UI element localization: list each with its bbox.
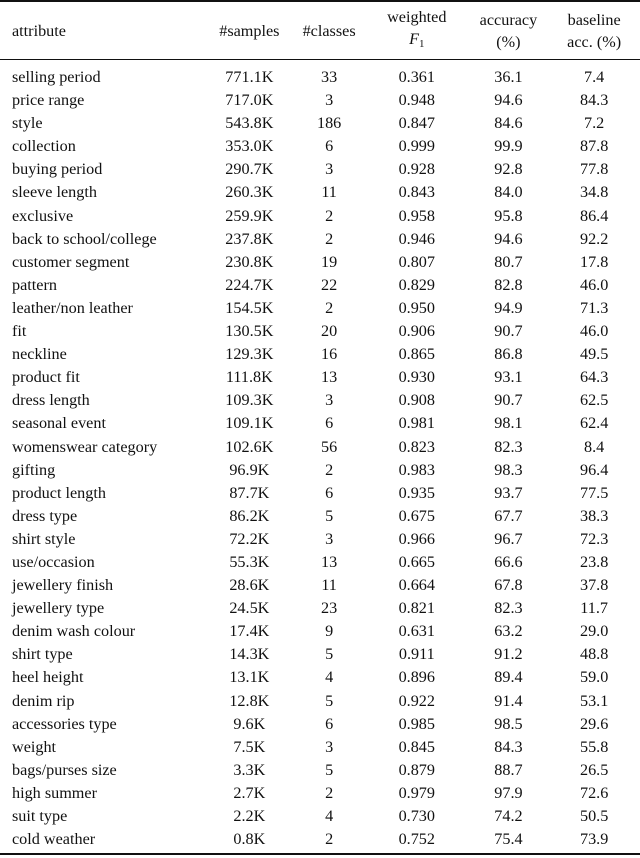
cell-baseline: 72.6 xyxy=(579,783,609,802)
cell-accuracy: 86.8 xyxy=(494,345,523,364)
cell-attribute: suit type xyxy=(12,807,68,825)
cell-baseline: 23.8 xyxy=(579,552,609,571)
cell-classes: 20 xyxy=(321,322,338,341)
cell-weighted-f1: 0.821 xyxy=(398,599,435,618)
cell-baseline: 62.4 xyxy=(579,414,609,433)
cell-weighted-f1: 0.807 xyxy=(398,252,435,271)
cell-baseline: 7.2 xyxy=(584,114,605,133)
cell-accuracy: 96.7 xyxy=(494,529,523,548)
cell-samples: 96.9K xyxy=(229,460,270,479)
cell-samples: 717.0K xyxy=(225,91,274,110)
cell-accuracy: 67.7 xyxy=(494,506,523,525)
cell-samples: 24.5K xyxy=(229,599,270,618)
table-row xyxy=(0,482,640,505)
cell-weighted-f1: 0.966 xyxy=(398,529,435,548)
cell-attribute: price range xyxy=(12,91,85,110)
cell-accuracy: 84.0 xyxy=(494,183,523,202)
cell-baseline: 46.0 xyxy=(579,275,609,294)
cell-samples: 28.6K xyxy=(229,576,270,595)
cell-samples: 55.3K xyxy=(229,552,270,571)
table-row xyxy=(0,205,640,228)
cell-weighted-f1: 0.665 xyxy=(398,552,435,571)
header-acc-line1: accuracy xyxy=(479,10,538,29)
cell-attribute: style xyxy=(12,114,43,133)
cell-samples: 72.2K xyxy=(229,529,270,548)
cell-classes: 5 xyxy=(325,760,334,779)
cell-baseline: 72.3 xyxy=(579,529,609,548)
cell-baseline: 29.6 xyxy=(579,714,609,733)
cell-accuracy: 80.7 xyxy=(494,252,523,271)
cell-accuracy: 88.7 xyxy=(494,760,523,779)
cell-accuracy: 98.5 xyxy=(494,714,523,733)
table-row xyxy=(0,228,640,251)
cell-accuracy: 91.4 xyxy=(494,691,523,710)
cell-baseline: 48.8 xyxy=(579,645,609,664)
table-row xyxy=(0,528,640,551)
header-attribute: attribute xyxy=(12,21,66,40)
table-row xyxy=(0,343,640,366)
cell-weighted-f1: 0.879 xyxy=(398,760,435,779)
cell-samples: 224.7K xyxy=(225,275,274,294)
cell-weighted-f1: 0.865 xyxy=(398,345,435,364)
cell-classes: 2 xyxy=(325,298,334,317)
cell-samples: 2.7K xyxy=(233,783,266,802)
cell-samples: 237.8K xyxy=(225,229,274,248)
cell-baseline: 62.5 xyxy=(579,391,609,410)
cell-accuracy: 82.8 xyxy=(494,275,523,294)
cell-accuracy: 91.2 xyxy=(494,645,523,664)
table-row xyxy=(0,112,640,135)
cell-weighted-f1: 0.845 xyxy=(398,737,435,756)
cell-attribute: dress type xyxy=(12,506,78,525)
cell-weighted-f1: 0.935 xyxy=(398,483,435,502)
cell-classes: 2 xyxy=(325,229,334,248)
cell-baseline: 73.9 xyxy=(579,830,609,849)
cell-weighted-f1: 0.908 xyxy=(398,391,435,410)
header-baseline xyxy=(552,1,640,60)
table-row xyxy=(0,690,640,713)
cell-samples: 259.9K xyxy=(225,206,274,225)
cell-baseline: 29.0 xyxy=(579,622,609,641)
cell-classes: 11 xyxy=(321,576,337,595)
cell-attribute: shirt style xyxy=(12,529,76,548)
cell-attribute: seasonal event xyxy=(12,414,106,433)
cell-attribute: product fit xyxy=(12,368,80,387)
cell-weighted-f1: 0.911 xyxy=(398,645,435,664)
header-f1-line1: weighted xyxy=(387,8,447,26)
cell-accuracy: 93.1 xyxy=(494,368,523,387)
cell-baseline: 55.8 xyxy=(579,737,609,756)
cell-samples: 771.1K xyxy=(225,68,274,86)
cell-accuracy: 82.3 xyxy=(494,599,523,618)
cell-weighted-f1: 0.985 xyxy=(398,714,435,733)
cell-baseline: 7.4 xyxy=(584,68,605,86)
cell-baseline: 11.7 xyxy=(580,599,608,618)
cell-weighted-f1: 0.948 xyxy=(398,91,435,110)
cell-samples: 0.8K xyxy=(233,830,266,849)
cell-weighted-f1: 0.930 xyxy=(398,368,435,387)
table-row xyxy=(0,412,640,435)
cell-accuracy: 84.3 xyxy=(494,737,523,756)
cell-weighted-f1: 0.675 xyxy=(398,506,435,525)
cell-attribute: denim rip xyxy=(12,691,75,710)
header-accuracy xyxy=(465,1,553,60)
cell-accuracy: 66.6 xyxy=(494,552,523,571)
cell-baseline: 71.3 xyxy=(579,298,609,317)
cell-baseline: 64.3 xyxy=(579,368,609,387)
cell-samples: 111.8K xyxy=(225,368,273,387)
table-row xyxy=(0,459,640,482)
cell-baseline: 53.1 xyxy=(579,691,609,710)
table-row xyxy=(0,135,640,158)
cell-attribute: collection xyxy=(12,137,76,156)
cell-weighted-f1: 0.958 xyxy=(398,206,435,225)
cell-attribute: exclusive xyxy=(12,206,74,225)
cell-attribute: customer segment xyxy=(12,252,130,271)
cell-classes: 5 xyxy=(325,645,334,664)
cell-accuracy: 90.7 xyxy=(494,322,523,341)
table-row xyxy=(0,805,640,828)
cell-classes: 5 xyxy=(325,691,334,710)
cell-baseline: 17.8 xyxy=(579,252,609,271)
table-body xyxy=(0,60,640,855)
cell-samples: 290.7K xyxy=(225,160,274,179)
cell-baseline: 77.5 xyxy=(579,483,609,502)
cell-accuracy: 98.1 xyxy=(494,414,523,433)
header-acc-line2: (%) xyxy=(496,32,521,51)
cell-baseline: 59.0 xyxy=(579,668,609,687)
cell-baseline: 46.0 xyxy=(579,322,609,341)
cell-samples: 86.2K xyxy=(229,506,270,525)
cell-attribute: gifting xyxy=(12,460,56,479)
cell-samples: 3.3K xyxy=(233,760,266,779)
cell-classes: 186 xyxy=(316,114,342,133)
cell-weighted-f1: 0.999 xyxy=(398,137,435,156)
table-row xyxy=(0,251,640,274)
cell-attribute: accessories type xyxy=(12,714,117,733)
cell-attribute: selling period xyxy=(12,68,101,86)
cell-attribute: dress length xyxy=(12,391,90,410)
cell-attribute: buying period xyxy=(12,160,103,179)
cell-accuracy: 94.6 xyxy=(494,229,523,248)
cell-weighted-f1: 0.730 xyxy=(398,807,435,825)
cell-weighted-f1: 0.981 xyxy=(398,414,435,433)
table-row xyxy=(0,158,640,181)
table-row xyxy=(0,89,640,112)
cell-accuracy: 84.6 xyxy=(494,114,523,133)
table-row xyxy=(0,574,640,597)
cell-baseline: 8.4 xyxy=(584,437,605,456)
cell-attribute: cold weather xyxy=(12,830,96,849)
header-samples: #samples xyxy=(219,21,280,40)
cell-samples: 353.0K xyxy=(225,137,274,156)
cell-samples: 102.6K xyxy=(225,437,274,456)
cell-baseline: 77.8 xyxy=(579,160,609,179)
cell-classes: 13 xyxy=(321,552,338,571)
cell-classes: 4 xyxy=(325,668,334,687)
cell-accuracy: 67.8 xyxy=(494,576,523,595)
cell-classes: 13 xyxy=(321,368,338,387)
cell-classes: 16 xyxy=(321,345,338,364)
cell-accuracy: 74.2 xyxy=(494,807,523,825)
cell-attribute: sleeve length xyxy=(12,183,97,202)
cell-weighted-f1: 0.983 xyxy=(398,460,435,479)
cell-samples: 13.1K xyxy=(229,668,270,687)
cell-classes: 2 xyxy=(325,460,334,479)
table-row xyxy=(0,551,640,574)
header-row xyxy=(0,1,640,60)
cell-baseline: 26.5 xyxy=(579,760,609,779)
cell-classes: 23 xyxy=(321,599,338,618)
table-row xyxy=(0,297,640,320)
cell-weighted-f1: 0.664 xyxy=(398,576,435,595)
cell-classes: 2 xyxy=(325,783,334,802)
table-row xyxy=(0,274,640,297)
cell-classes: 3 xyxy=(325,160,334,179)
cell-baseline: 37.8 xyxy=(579,576,609,595)
cell-classes: 6 xyxy=(325,483,334,502)
cell-attribute: high summer xyxy=(12,783,97,802)
header-base-line1: baseline xyxy=(567,10,621,29)
cell-weighted-f1: 0.950 xyxy=(398,298,435,317)
cell-weighted-f1: 0.631 xyxy=(398,622,435,641)
cell-weighted-f1: 0.361 xyxy=(398,68,435,86)
cell-attribute: neckline xyxy=(12,345,67,364)
cell-classes: 56 xyxy=(321,437,338,456)
cell-attribute: womenswear category xyxy=(12,437,158,456)
cell-classes: 6 xyxy=(325,137,334,156)
cell-samples: 154.5K xyxy=(225,298,274,317)
table-row xyxy=(0,759,640,782)
header-f1-subscript: 1 xyxy=(418,38,425,50)
table-row xyxy=(0,597,640,620)
table-row xyxy=(0,436,640,459)
table-header xyxy=(0,1,640,60)
cell-attribute: jewellery type xyxy=(12,599,105,618)
table-row xyxy=(0,643,640,666)
cell-classes: 6 xyxy=(325,414,334,433)
table-row xyxy=(0,389,640,412)
cell-accuracy: 97.9 xyxy=(494,783,523,802)
cell-samples: 129.3K xyxy=(225,345,274,364)
cell-attribute: denim wash colour xyxy=(12,622,136,641)
cell-classes: 19 xyxy=(321,252,338,271)
cell-baseline: 38.3 xyxy=(579,506,609,525)
cell-accuracy: 99.9 xyxy=(494,137,523,156)
cell-classes: 2 xyxy=(325,206,334,225)
cell-accuracy: 94.9 xyxy=(494,298,523,317)
cell-attribute: jewellery finish xyxy=(12,576,114,595)
cell-samples: 9.6K xyxy=(233,714,266,733)
cell-accuracy: 93.7 xyxy=(494,483,523,502)
cell-accuracy: 92.8 xyxy=(494,160,523,179)
cell-samples: 7.5K xyxy=(233,737,266,756)
table-row xyxy=(0,366,640,389)
cell-attribute: pattern xyxy=(12,275,57,294)
cell-samples: 17.4K xyxy=(229,622,270,641)
cell-accuracy: 94.6 xyxy=(494,91,523,110)
cell-classes: 3 xyxy=(325,529,334,548)
cell-attribute: fit xyxy=(12,322,27,341)
header-weighted-f1 xyxy=(369,1,465,60)
cell-samples: 14.3K xyxy=(229,645,270,664)
cell-classes: 5 xyxy=(325,506,334,525)
cell-samples: 109.3K xyxy=(225,391,274,410)
header-f1-symbol: F xyxy=(409,30,419,48)
cell-baseline: 87.8 xyxy=(579,137,609,156)
cell-classes: 4 xyxy=(325,807,334,825)
cell-weighted-f1: 0.843 xyxy=(398,183,435,202)
cell-attribute: bags/purses size xyxy=(12,760,117,779)
cell-attribute: weight xyxy=(12,737,57,756)
cell-weighted-f1: 0.896 xyxy=(398,668,435,687)
cell-samples: 109.1K xyxy=(225,414,274,433)
table-row xyxy=(0,181,640,204)
cell-samples: 260.3K xyxy=(225,183,274,202)
table-row xyxy=(0,713,640,736)
cell-accuracy: 90.7 xyxy=(494,391,523,410)
table-row xyxy=(0,620,640,643)
cell-attribute: back to school/college xyxy=(12,229,157,248)
cell-accuracy: 89.4 xyxy=(494,668,523,687)
cell-classes: 3 xyxy=(325,391,334,410)
cell-accuracy: 98.3 xyxy=(494,460,523,479)
cell-weighted-f1: 0.906 xyxy=(398,322,435,341)
cell-accuracy: 36.1 xyxy=(494,68,523,86)
cell-classes: 22 xyxy=(321,275,338,294)
cell-baseline: 34.8 xyxy=(579,183,609,202)
cell-baseline: 50.5 xyxy=(579,807,609,825)
cell-baseline: 86.4 xyxy=(579,206,609,225)
cell-baseline: 49.5 xyxy=(579,345,609,364)
cell-classes: 33 xyxy=(321,68,338,86)
cell-attribute: product length xyxy=(12,483,106,502)
cell-classes: 11 xyxy=(321,183,337,202)
cell-samples: 230.8K xyxy=(225,252,274,271)
table-row xyxy=(0,505,640,528)
cell-weighted-f1: 0.928 xyxy=(398,160,435,179)
cell-weighted-f1: 0.829 xyxy=(398,275,435,294)
cell-baseline: 84.3 xyxy=(579,91,609,110)
header-base-line2: acc. (%) xyxy=(567,32,622,51)
cell-accuracy: 95.8 xyxy=(494,206,523,225)
table-row xyxy=(0,782,640,805)
cell-samples: 2.2K xyxy=(233,807,266,825)
cell-classes: 9 xyxy=(325,622,334,641)
cell-accuracy: 82.3 xyxy=(494,437,523,456)
cell-classes: 3 xyxy=(325,91,334,110)
cell-weighted-f1: 0.922 xyxy=(398,691,435,710)
table-row xyxy=(0,320,640,343)
header-classes: #classes xyxy=(302,21,356,40)
cell-baseline: 92.2 xyxy=(579,229,609,248)
cell-samples: 130.5K xyxy=(225,322,274,341)
cell-classes: 6 xyxy=(325,714,334,733)
table-row xyxy=(0,666,640,689)
cell-attribute: leather/non leather xyxy=(12,298,133,317)
cell-attribute: heel height xyxy=(12,668,84,687)
cell-attribute: use/occasion xyxy=(12,552,95,571)
cell-samples: 12.8K xyxy=(229,691,270,710)
cell-classes: 2 xyxy=(325,830,334,849)
cell-attribute: shirt type xyxy=(12,645,73,664)
table-row xyxy=(0,828,640,854)
cell-weighted-f1: 0.979 xyxy=(398,783,435,802)
cell-baseline: 96.4 xyxy=(579,460,609,479)
cell-accuracy: 63.2 xyxy=(494,622,523,641)
cell-classes: 3 xyxy=(325,737,334,756)
cell-samples: 87.7K xyxy=(229,483,270,502)
cell-weighted-f1: 0.946 xyxy=(398,229,435,248)
table-row xyxy=(0,60,640,90)
cell-accuracy: 75.4 xyxy=(494,830,523,849)
cell-weighted-f1: 0.823 xyxy=(398,437,435,456)
cell-weighted-f1: 0.847 xyxy=(398,114,435,133)
table-row xyxy=(0,736,640,759)
cell-samples: 543.8K xyxy=(225,114,274,133)
cell-weighted-f1: 0.752 xyxy=(398,830,435,849)
